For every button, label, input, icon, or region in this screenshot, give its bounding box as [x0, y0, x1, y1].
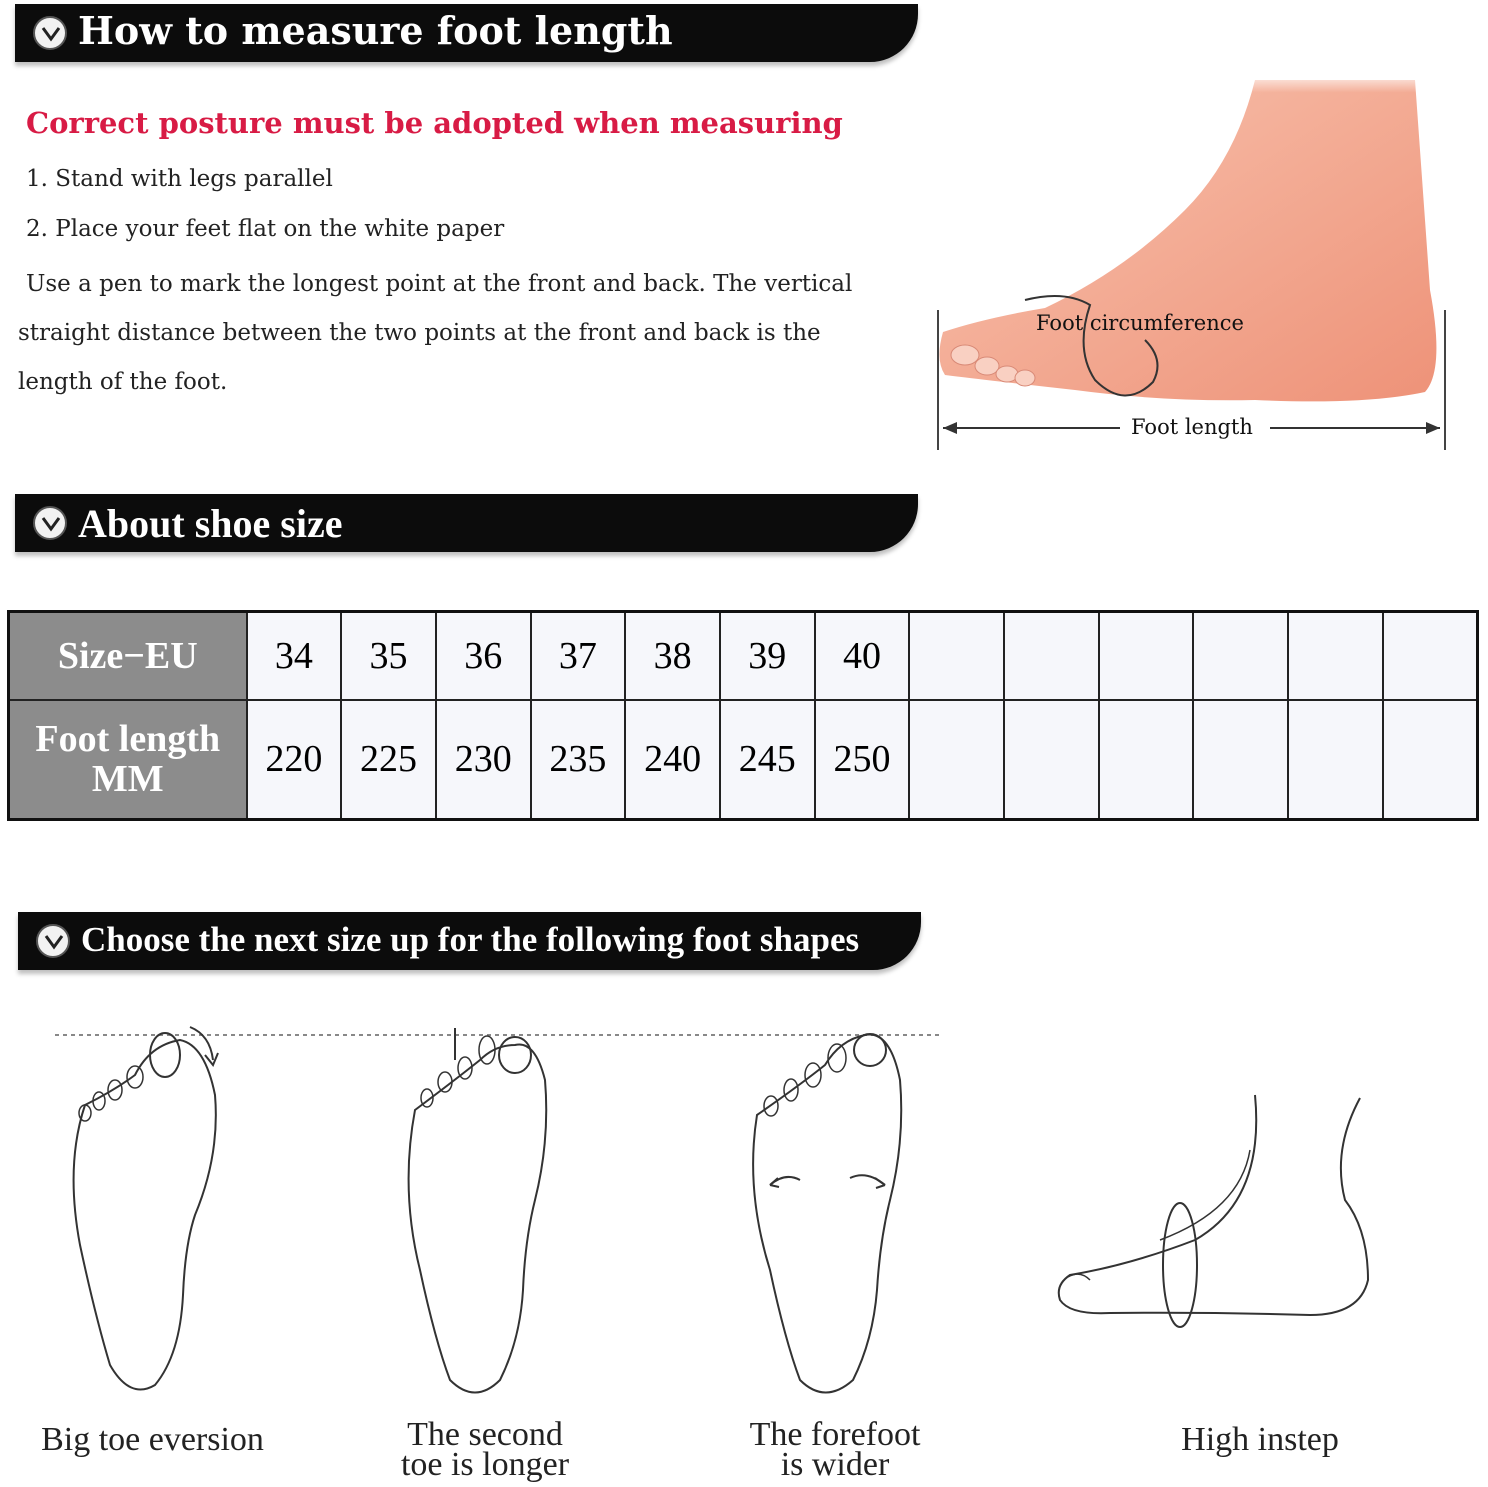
foot-length-cell: 225 — [341, 700, 436, 820]
wide-forefoot-icon — [745, 1020, 915, 1405]
size-eu-cell: 37 — [531, 612, 626, 700]
high-instep-foot-icon — [1050, 1090, 1380, 1330]
size-eu-cell — [1004, 612, 1099, 700]
size-eu-cell: 38 — [625, 612, 720, 700]
step-2: 2. Place your feet flat on the white paper — [26, 216, 505, 242]
foot-length-label: Foot length — [1131, 415, 1253, 439]
shape-label-line: Big toe eversion — [41, 1421, 264, 1458]
section-banner-foot-shapes — [18, 912, 921, 970]
foot-length-cell — [1383, 700, 1478, 820]
instructions-paragraph: Use a pen to mark the longest point at the front and back. The vertical straight distance between the two points at the front and back is the length of the foot. — [18, 271, 853, 395]
size-eu-cell — [909, 612, 1004, 700]
size-eu-cell: 40 — [815, 612, 910, 700]
foot-length-cell — [1193, 700, 1288, 820]
size-eu-row — [9, 612, 1478, 700]
section-title: Choose the next size up for the following foot shapes — [81, 920, 860, 959]
foot-length-cell — [1288, 700, 1383, 820]
step-1: 1. Stand with legs parallel — [26, 166, 333, 192]
size-eu-cell: 36 — [436, 612, 531, 700]
size-eu-header: Size−EU — [9, 612, 247, 700]
foot-length-cell: 230 — [436, 700, 531, 820]
shape-label-high-instep — [1140, 1421, 1380, 1458]
foot-length-cell — [1099, 700, 1194, 820]
foot-length-cell — [909, 700, 1004, 820]
big-toe-eversion-foot-icon — [55, 1015, 235, 1405]
size-eu-cell: 35 — [341, 612, 436, 700]
foot-length-cell — [1004, 700, 1099, 820]
foot-length-cell: 245 — [720, 700, 815, 820]
chevron-down-icon — [33, 506, 67, 540]
foot-length-cell: 220 — [247, 700, 342, 820]
long-second-toe-foot-icon — [395, 1020, 565, 1405]
shape-label-line: High instep — [1181, 1421, 1339, 1458]
foot-measurement-diagram — [925, 70, 1465, 460]
foot-length-row — [9, 700, 1478, 820]
size-eu-cell — [1288, 612, 1383, 700]
shape-label-second-toe — [375, 1416, 595, 1483]
foot-length-cell: 240 — [625, 700, 720, 820]
section-title: About shoe size — [78, 501, 343, 546]
section-banner-size — [15, 494, 918, 552]
size-eu-cell: 39 — [720, 612, 815, 700]
section-title: How to measure foot length — [78, 8, 673, 53]
size-chart-table — [7, 610, 1479, 821]
size-eu-cell — [1099, 612, 1194, 700]
foot-length-cell: 235 — [531, 700, 626, 820]
foot-length-header — [9, 700, 247, 820]
shape-label-forefoot — [725, 1416, 945, 1483]
shape-label-line: toe is longer — [400, 1446, 570, 1483]
section-banner-measure — [15, 4, 918, 62]
posture-heading: Correct posture must be adopted when measuring — [26, 106, 843, 140]
chevron-down-icon — [33, 16, 67, 50]
foot-length-header-line2: MM — [91, 758, 164, 801]
size-eu-cell: 34 — [247, 612, 342, 700]
foot-length-cell: 250 — [815, 700, 910, 820]
shape-label-big-toe — [20, 1421, 285, 1458]
chevron-down-icon — [36, 924, 70, 958]
foot-circumference-label: Foot circumference — [1036, 311, 1244, 335]
shape-label-line: is wider — [780, 1446, 890, 1483]
foot-length-header-line1: Foot length — [35, 718, 221, 761]
size-eu-cell — [1383, 612, 1478, 700]
size-eu-cell — [1193, 612, 1288, 700]
shape-label-line: The forefoot — [749, 1416, 921, 1453]
shape-label-line: The second — [407, 1416, 563, 1453]
